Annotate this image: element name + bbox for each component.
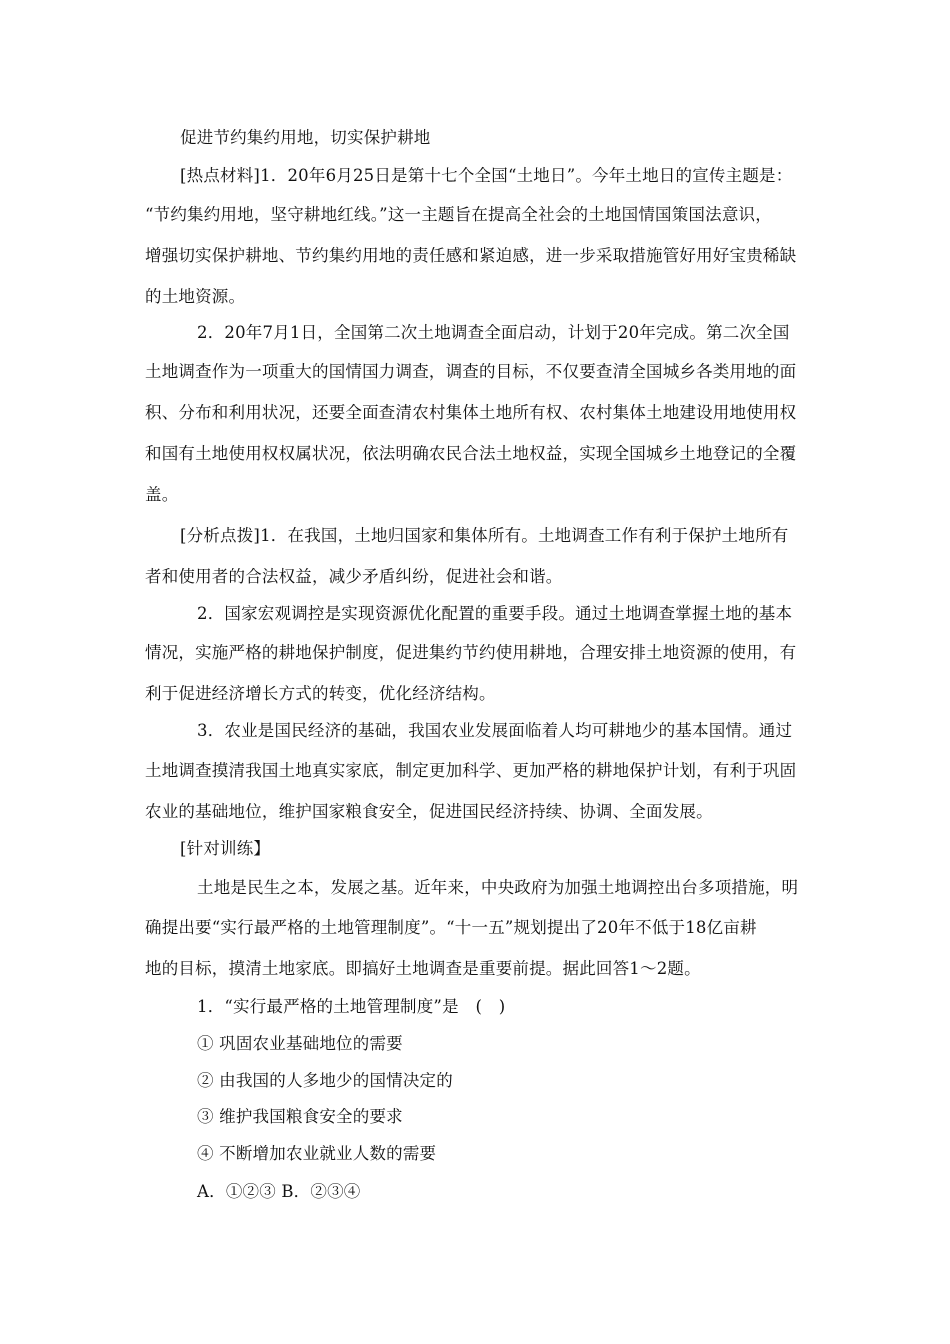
analysis-line: 情况，实施严格的耕地保护制度，促进集约节约使用耕地，合理安排土地资源的使用，有: [145, 643, 797, 662]
analysis-line: 3．农业是国民经济的基础，我国农业发展面临着人均可耕地少的基本国情。通过: [197, 721, 793, 740]
training-intro-line: 地的目标，摸清土地家底。即搞好土地调查是重要前提。据此回答1～2题。: [145, 959, 701, 978]
training-intro-line: 土地是民生之本，发展之基。近年来，中央政府为加强土地调控出台多项措施，明: [197, 878, 799, 897]
training-intro-line: 确提出要“实行最严格的土地管理制度”。“十一五”规划提出了20年不低于18亿亩耕: [145, 918, 757, 937]
analysis-line: 者和使用者的合法权益，减少矛盾纠纷，促进社会和谐。: [145, 567, 563, 586]
analysis-line: [分析点拨]1．在我国，土地归国家和集体所有。土地调查工作有利于保护土地所有: [180, 526, 789, 545]
hot-material-line: 2．20年7月1日，全国第二次土地调查全面启动，计划于20年完成。第二次全国: [197, 323, 790, 342]
hot-material-line: “节约集约用地，坚守耕地红线。”这一主题旨在提高全社会的土地国情国策国法意识，: [145, 205, 772, 224]
answer-choices: A．①②③ B．②③④: [197, 1182, 361, 1201]
document-title: 促进节约集约用地，切实保护耕地: [180, 128, 431, 147]
analysis-line: 2．国家宏观调控是实现资源优化配置的重要手段。通过土地调查掌握土地的基本: [197, 604, 793, 623]
hot-material-line: 和国有土地使用权权属状况，依法明确农民合法土地权益，实现全国城乡土地登记的全覆: [145, 444, 797, 463]
hot-material-line: 土地调查作为一项重大的国情国力调查，调查的目标，不仅要查清全国城乡各类用地的面: [145, 362, 797, 381]
analysis-line: 农业的基础地位，维护国家粮食安全，促进国民经济持续、协调、全面发展。: [145, 802, 713, 821]
question-option: ② 由我国的人多地少的国情决定的: [197, 1071, 453, 1090]
hot-material-line: 的土地资源。: [145, 287, 246, 306]
question-option: ④ 不断增加农业就业人数的需要: [197, 1144, 437, 1163]
analysis-line: 利于促进经济增长方式的转变，优化经济结构。: [145, 684, 496, 703]
question-option: ③ 维护我国粮食安全的要求: [197, 1107, 403, 1126]
training-heading: [针对训练】: [180, 839, 271, 858]
analysis-line: 土地调查摸清我国土地真实家底，制定更加科学、更加严格的耕地保护计划，有利于巩固: [145, 761, 797, 780]
hot-material-line: [热点材料]1．20年6月25日是第十七个全国“土地日”。今年土地日的宣传主题是：: [180, 166, 793, 185]
question-option: ① 巩固农业基础地位的需要: [197, 1034, 403, 1053]
hot-material-line: 增强切实保护耕地、节约集约用地的责任感和紧迫感，进一步采取措施管好用好宝贵稀缺: [145, 246, 797, 265]
hot-material-line: 积、分布和利用状况，还要全面查清农村集体土地所有权、农村集体土地建设用地使用权: [145, 403, 797, 422]
hot-material-line: 盖。: [145, 485, 179, 504]
question-stem: 1．“实行最严格的土地管理制度”是 ( ): [197, 997, 506, 1016]
